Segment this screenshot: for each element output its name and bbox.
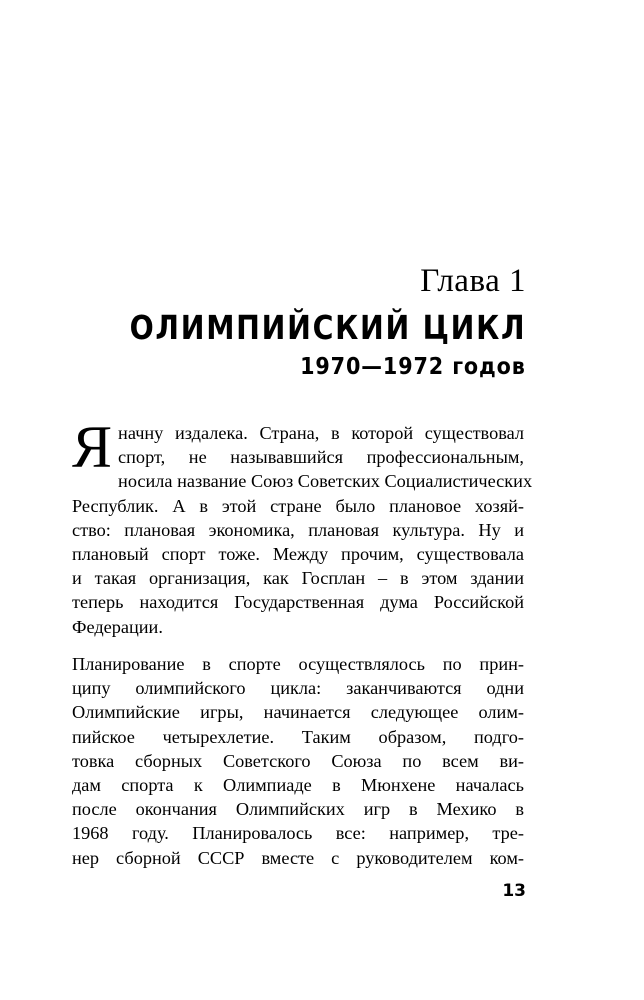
paragraph-line: нер сборной СССР вместе с руководителем ком- [72, 847, 524, 868]
paragraph-line: Олимпийские игры, начинается следующее олим- [72, 702, 524, 723]
paragraph-line: теперь находится Государственная дума Российской [72, 592, 524, 613]
paragraph-line: Республик. А в этой стране было плановое хозяй- [72, 495, 524, 516]
paragraph-line: носила название Союз Советских Социалистических [118, 471, 533, 492]
paragraph-line: начну издалека. Страна, в которой существовал [118, 423, 524, 443]
page-number: 13 [502, 881, 526, 901]
drop-cap: Я [72, 414, 113, 480]
paragraph-line: дам спорта к Олимпиаде в Мюнхене началась [72, 774, 524, 795]
paragraph-line: товка сборных Советского Союза по всем ви- [72, 750, 524, 771]
paragraph-line: после окончания Олимпийских игр в Мехико в [72, 799, 524, 820]
paragraph-2 [72, 652, 524, 870]
paragraph-line: спорт, не называвшийся профессиональным, [118, 447, 524, 468]
paragraph-line: ципу олимпийского цикла: заканчиваются одни [72, 678, 524, 699]
chapter-title: ОЛИМПИЙСКИЙ ЦИКЛ [129, 308, 526, 347]
paragraph-line: Федерации. [72, 616, 163, 637]
paragraph-1 [72, 414, 533, 639]
paragraph-line: Планирование в спорте осуществлялось по прин- [72, 654, 524, 674]
paragraph-line: плановый спорт тоже. Между прочим, существовала [72, 543, 524, 564]
chapter-label: Глава 1 [420, 263, 526, 299]
paragraph-line: и такая организация, как Госплан – в этом здании [72, 568, 524, 589]
paragraph-line: 1968 году. Планировалось все: например, тре- [72, 823, 524, 844]
paragraph-line: ство: плановая экономика, плановая культура. Ну и [72, 519, 524, 540]
paragraph-line: пийское четырехлетие. Таким образом, подго- [72, 726, 524, 747]
chapter-subtitle: 1970—1972 годов [300, 354, 526, 380]
